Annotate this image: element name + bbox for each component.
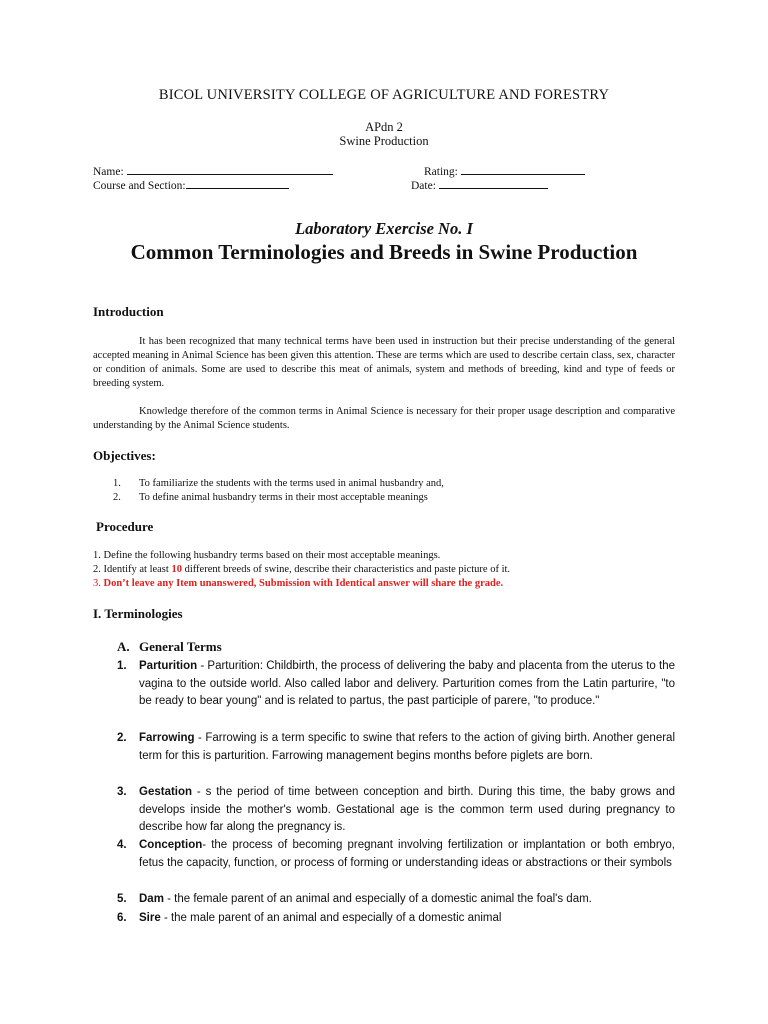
- objective-number: 2.: [113, 492, 121, 503]
- term-definition: - s the period of time between conception and birth. During this time, the baby grows and develops inside the mother's womb. Gestational age is the common term used during pregnancy to describe how far along the pregnancy is.: [139, 786, 675, 833]
- procedure-step-2-prefix: 2. Identify at least: [93, 564, 172, 575]
- objective-item: [113, 477, 444, 491]
- term-name: Farrowing: [139, 732, 195, 744]
- procedure-step-3-warning: Don’t leave any Item unanswered, Submission with Identical answer will share the grade.: [103, 578, 504, 589]
- term-name: Conception: [139, 839, 203, 851]
- objective-text: To familiarize the students with the terms used in animal husbandry and,: [139, 478, 444, 489]
- term-item-parturition: [117, 658, 675, 711]
- term-definition: - the female parent of an animal and especially of a domestic animal the foal's dam.: [163, 893, 592, 905]
- procedure-step-3: [93, 577, 503, 591]
- exercise-label: Laboratory Exercise No. I: [295, 219, 473, 238]
- name-field: [93, 163, 333, 178]
- course-section-field: [93, 177, 289, 192]
- term-definition: - Farrowing is a term specific to swine that refers to the action of giving birth. Another general term for this is parturition. Farrowing management begins months before piglets are born.: [139, 732, 675, 762]
- rating-blank-line[interactable]: [461, 163, 585, 175]
- procedure-step-1: 1. Define the following husbandry terms based on their most acceptable meanings.: [93, 550, 441, 561]
- rating-field: [424, 163, 585, 178]
- date-label: Date:: [411, 180, 436, 192]
- term-name: Gestation: [139, 786, 193, 798]
- introduction-heading: Introduction: [93, 304, 164, 319]
- introduction-paragraph-2: [93, 405, 675, 433]
- university-heading: BICOL UNIVERSITY COLLEGE OF AGRICULTURE AND FORESTRY: [158, 87, 610, 103]
- term-definition: - Parturition: Childbirth, the process of delivering the baby and placenta from the uterus to the vagina to the outside world. Also called labor and delivery. Parturition comes from the Latin parturire, "to be ready to bear young" and is related to partus, the past participle of parere, "to produce.": [139, 660, 675, 707]
- procedure-step-2: [93, 563, 510, 577]
- procedure-step-2-suffix: different breeds of swine, describe their characteristics and paste picture of it.: [181, 564, 511, 575]
- objective-number: 1.: [113, 478, 121, 489]
- term-name: Sire: [139, 912, 161, 924]
- date-blank-line[interactable]: [439, 177, 548, 189]
- name-blank-line[interactable]: [127, 163, 333, 175]
- terminologies-heading: I. Terminologies: [93, 606, 183, 621]
- course-section-blank-line[interactable]: [186, 177, 289, 189]
- term-item-gestation: [117, 784, 675, 837]
- term-number: 6.: [117, 912, 127, 924]
- term-definition: - the male parent of an animal and especially of a domestic animal: [160, 912, 502, 924]
- term-number: 3.: [117, 786, 127, 798]
- term-name: Parturition: [139, 660, 198, 672]
- exercise-title: Common Terminologies and Breeds in Swine Production: [130, 240, 638, 264]
- term-item-dam: [117, 891, 675, 909]
- procedure-step-3-number: 3.: [93, 578, 104, 589]
- introduction-paragraph-2-text: Knowledge therefore of the common terms in Animal Science is necessary for their proper usage description and comparative understanding by the Animal Science students.: [93, 406, 675, 431]
- term-item-sire: [117, 910, 675, 928]
- term-number: 5.: [117, 893, 127, 905]
- objectives-heading: Objectives:: [93, 448, 156, 463]
- course-title: Swine Production: [339, 134, 429, 148]
- term-name: Dam: [139, 893, 164, 905]
- term-number: 1.: [117, 660, 127, 672]
- objective-item: [113, 491, 428, 505]
- course-section-label: Course and Section:: [93, 180, 186, 192]
- introduction-paragraph-1: [93, 335, 675, 391]
- procedure-step-2-highlight: 10: [171, 564, 182, 575]
- subsection-letter: A.: [117, 639, 130, 654]
- term-item-farrowing: [117, 730, 675, 765]
- date-field: [411, 177, 548, 192]
- procedure-heading: Procedure: [96, 519, 154, 534]
- term-number: 2.: [117, 732, 127, 744]
- subsection-title: General Terms: [139, 639, 222, 654]
- name-label: Name:: [93, 166, 124, 178]
- term-number: 4.: [117, 839, 127, 851]
- general-terms-subheading: [117, 639, 222, 655]
- course-code: APdn 2: [365, 120, 403, 134]
- term-item-conception: [117, 837, 675, 872]
- term-definition: - the process of becoming pregnant involving fertilization or implantation or both embryo, fetus the capacity, function, or process of forming or understanding ideas or abstractions or their symbols: [139, 839, 675, 869]
- rating-label: Rating:: [424, 166, 458, 178]
- introduction-paragraph-1-text: It has been recognized that many technical terms have been used in instruction but their precise understanding of the general accepted meaning in Animal Science has been given this attention. These are terms which are used to describe certain class, sex, character or condition of animals. Some are used to describe this meat of animals, system and methods of breeding, kind and type of feeds or breeding system.: [93, 336, 675, 389]
- objective-text: To define animal husbandry terms in their most acceptable meanings: [139, 492, 428, 503]
